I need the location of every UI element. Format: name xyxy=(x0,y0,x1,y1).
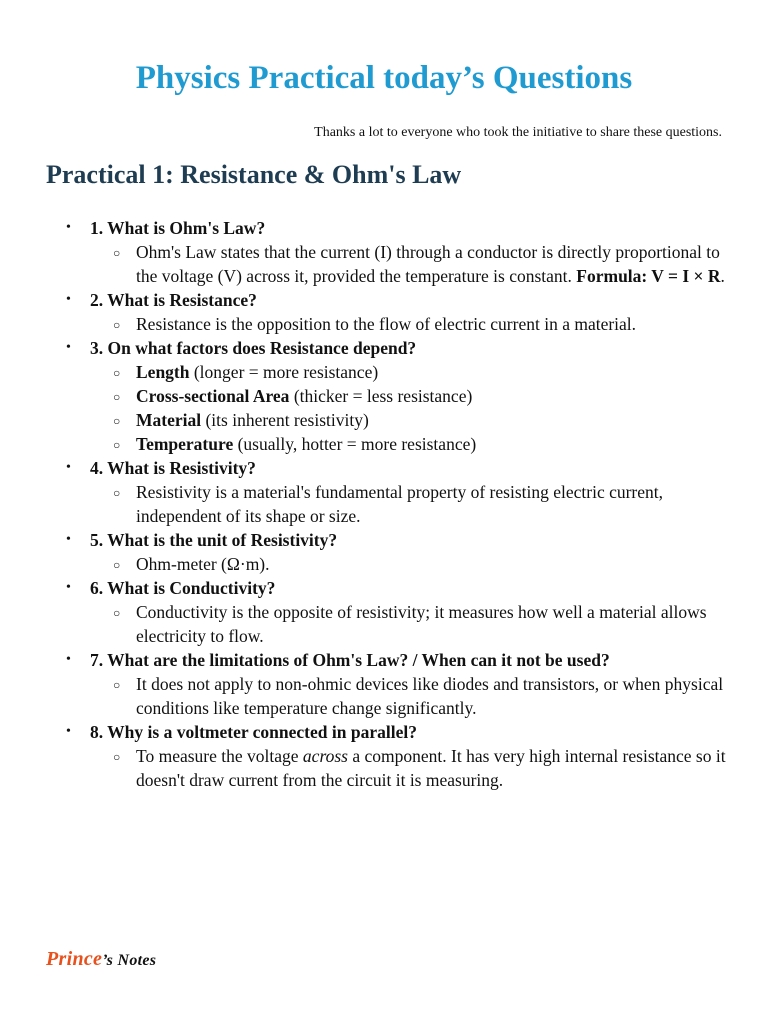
bullet-icon: • xyxy=(66,340,71,355)
answer-bold-prefix: Cross-sectional Area xyxy=(136,386,290,406)
answer-list xyxy=(90,360,728,456)
question-text: 4. What is Resistivity? xyxy=(90,458,256,478)
answer-list xyxy=(90,744,728,792)
answer-text: (longer = more resistance) xyxy=(189,362,379,382)
answer-text: (usually, hotter = more resistance) xyxy=(233,434,477,454)
question-item xyxy=(0,336,768,456)
sub-bullet-icon: ○ xyxy=(113,246,121,260)
answer-text: Ohm's Law states that the current (I) through a conductor is directly proportional to the voltage (V) across it, provided the temperature is constant. xyxy=(136,242,720,286)
sub-bullet-icon: ○ xyxy=(113,558,121,572)
answer-list xyxy=(90,480,728,528)
answer-list xyxy=(90,672,728,720)
brand-name: Prince xyxy=(46,948,103,970)
question-text: 7. What are the limitations of Ohm's Law? / When can it not be used? xyxy=(90,650,610,670)
answer-item xyxy=(90,240,728,288)
question-item xyxy=(0,456,768,528)
answer-bold-prefix: Length xyxy=(136,362,190,382)
answer-item xyxy=(90,672,728,720)
sub-bullet-icon: ○ xyxy=(113,390,121,404)
question-text: 3. On what factors does Resistance depend? xyxy=(90,338,417,358)
answer-item xyxy=(90,360,728,384)
answer-list xyxy=(90,552,728,576)
question-text: 1. What is Ohm's Law? xyxy=(90,218,266,238)
answer-end: . xyxy=(720,266,725,286)
answer-item xyxy=(90,480,728,528)
bullet-icon: • xyxy=(66,220,71,235)
sub-bullet-icon: ○ xyxy=(113,438,121,452)
answer-list xyxy=(90,240,728,288)
bullet-icon: • xyxy=(66,580,71,595)
brand-suffix: ’s Notes xyxy=(102,952,157,969)
answer-bold-prefix: Material xyxy=(136,410,202,430)
question-item xyxy=(0,720,768,792)
sub-bullet-icon: ○ xyxy=(113,678,121,692)
bullet-icon: • xyxy=(66,652,71,667)
answer-item xyxy=(90,432,728,456)
answer-bold-prefix: Temperature xyxy=(136,434,234,454)
answer-item xyxy=(90,384,728,408)
answer-end: a component. It has very high internal resistance so it doesn't draw current from the circuit it is measuring. xyxy=(136,746,726,790)
section-heading: Practical 1: Resistance & Ohm's Law xyxy=(46,160,462,189)
answer-item xyxy=(90,744,728,792)
sub-bullet-icon: ○ xyxy=(113,750,121,764)
answer-text: Ohm-meter (Ω·m). xyxy=(136,554,270,574)
question-item xyxy=(0,216,768,288)
question-text: 6. What is Conductivity? xyxy=(90,578,276,598)
answer-list xyxy=(90,600,728,648)
answer-text: It does not apply to non-ohmic devices like diodes and transistors, or when physical conditions like temperature change significantly. xyxy=(136,674,724,718)
question-item xyxy=(0,288,768,336)
answer-item xyxy=(90,552,728,576)
answer-text: Resistance is the opposition to the flow of electric current in a material. xyxy=(136,314,637,334)
question-item xyxy=(0,528,768,576)
thanks-note: Thanks a lot to everyone who took the initiative to share these questions. xyxy=(314,125,722,140)
footer-brand xyxy=(46,946,156,974)
bullet-icon: • xyxy=(66,460,71,475)
page-title: Physics Practical today’s Questions xyxy=(135,60,633,96)
question-item xyxy=(0,576,768,648)
answer-item xyxy=(90,600,728,648)
bullet-icon: • xyxy=(66,724,71,739)
answer-text: Conductivity is the opposite of resistivity; it measures how well a material allows electricity to flow. xyxy=(136,602,707,646)
answer-text: Resistivity is a material's fundamental property of resisting electric current, independent of its shape or size. xyxy=(136,482,664,526)
question-text: 8. Why is a voltmeter connected in parallel? xyxy=(90,722,417,742)
question-text: 2. What is Resistance? xyxy=(90,290,257,310)
answer-list xyxy=(90,312,728,336)
bullet-icon: • xyxy=(66,532,71,547)
answer-text: (its inherent resistivity) xyxy=(201,410,369,430)
sub-bullet-icon: ○ xyxy=(113,414,121,428)
question-item xyxy=(0,648,768,720)
answer-text: To measure the voltage xyxy=(136,746,303,766)
sub-bullet-icon: ○ xyxy=(113,318,121,332)
answer-text: (thicker = less resistance) xyxy=(289,386,473,406)
question-text: 5. What is the unit of Resistivity? xyxy=(90,530,338,550)
sub-bullet-icon: ○ xyxy=(113,606,121,620)
answer-item xyxy=(90,312,728,336)
bullet-icon: • xyxy=(66,292,71,307)
sub-bullet-icon: ○ xyxy=(113,486,121,500)
answer-item xyxy=(90,408,728,432)
question-list xyxy=(0,216,768,792)
answer-italic: across xyxy=(302,746,348,766)
sub-bullet-icon: ○ xyxy=(113,366,121,380)
answer-bold-suffix: Formula: V = I × R xyxy=(576,266,721,286)
